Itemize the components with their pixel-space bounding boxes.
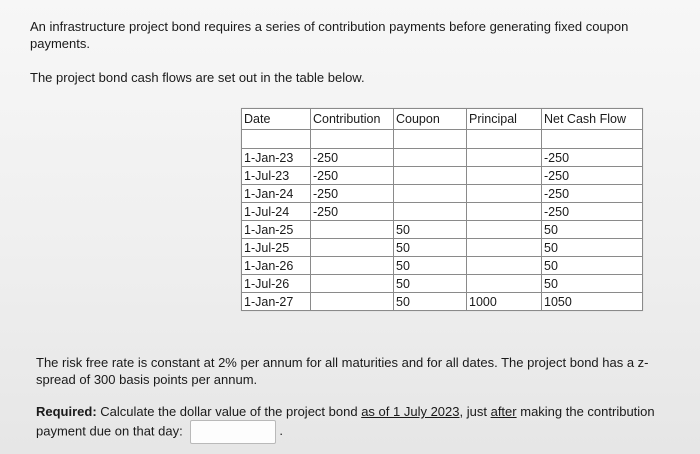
- cell-coupon: 50: [394, 293, 467, 311]
- cell-date: 1-Jul-25: [242, 239, 311, 257]
- table-row: [242, 221, 643, 239]
- table-row: [242, 167, 643, 185]
- required-date-underlined: as of 1 July 2023: [361, 404, 460, 419]
- table-row: [242, 275, 643, 293]
- header-principal: Principal: [467, 109, 542, 130]
- answer-period: .: [279, 423, 283, 439]
- cell-contribution: [311, 257, 394, 275]
- cell-coupon: 50: [394, 239, 467, 257]
- cell-net-cash-flow: -250: [542, 185, 643, 203]
- cell-principal: [467, 239, 542, 257]
- spacer-cell: [311, 130, 394, 149]
- cell-contribution: -250: [311, 185, 394, 203]
- cell-principal: [467, 203, 542, 221]
- required-text-2: , just: [459, 404, 487, 419]
- cell-principal: [467, 185, 542, 203]
- cell-date: 1-Jan-25: [242, 221, 311, 239]
- cell-coupon: [394, 149, 467, 167]
- cell-net-cash-flow: -250: [542, 167, 643, 185]
- header-date: Date: [242, 109, 311, 130]
- table-spacer-row: [242, 130, 643, 149]
- cell-contribution: [311, 239, 394, 257]
- cell-date: 1-Jan-26: [242, 257, 311, 275]
- cell-contribution: [311, 275, 394, 293]
- table-header-row: [242, 109, 643, 130]
- header-contribution: Contribution: [311, 109, 394, 130]
- cell-date: 1-Jan-23: [242, 149, 311, 167]
- cell-net-cash-flow: 50: [542, 275, 643, 293]
- cell-date: 1-Jan-27: [242, 293, 311, 311]
- table-row: [242, 257, 643, 275]
- cell-principal: 1000: [467, 293, 542, 311]
- cell-net-cash-flow: 1050: [542, 293, 643, 311]
- cell-net-cash-flow: 50: [542, 257, 643, 275]
- required-question: [36, 403, 676, 444]
- cell-date: 1-Jan-24: [242, 185, 311, 203]
- cell-contribution: [311, 221, 394, 239]
- required-label: Required:: [36, 404, 97, 419]
- header-net-cash-flow: Net Cash Flow: [542, 109, 643, 130]
- cell-contribution: -250: [311, 167, 394, 185]
- required-text-3: making the contribution payment due on that day:: [36, 404, 655, 439]
- cell-date: 1-Jul-24: [242, 203, 311, 221]
- required-after-underlined: after: [490, 404, 517, 419]
- cell-coupon: 50: [394, 275, 467, 293]
- table-row: [242, 149, 643, 167]
- cell-contribution: [311, 293, 394, 311]
- spacer-cell: [467, 130, 542, 149]
- table-row: [242, 293, 643, 311]
- intro-text: An infrastructure project bond requires a series of contribution payments before generating fixed coupon payments.: [30, 19, 629, 51]
- cell-contribution: -250: [311, 149, 394, 167]
- spacer-cell: [394, 130, 467, 149]
- table-row: [242, 203, 643, 221]
- cell-coupon: [394, 185, 467, 203]
- cell-net-cash-flow: 50: [542, 239, 643, 257]
- cell-coupon: 50: [394, 221, 467, 239]
- header-coupon: Coupon: [394, 109, 467, 130]
- cell-contribution: -250: [311, 203, 394, 221]
- cell-principal: [467, 167, 542, 185]
- cell-date: 1-Jul-23: [242, 167, 311, 185]
- table-intro-text: The project bond cash flows are set out in the table below.: [30, 70, 365, 85]
- table-row: [242, 239, 643, 257]
- cell-net-cash-flow: -250: [542, 149, 643, 167]
- cell-principal: [467, 257, 542, 275]
- cell-principal: [467, 221, 542, 239]
- cell-principal: [467, 149, 542, 167]
- cell-coupon: [394, 167, 467, 185]
- cell-coupon: 50: [394, 257, 467, 275]
- spacer-cell: [542, 130, 643, 149]
- cell-principal: [467, 275, 542, 293]
- risk-free-rate-text: The risk free rate is constant at 2% per annum for all maturities and for all dates. The project bond has a z-spread of 300 basis points per annum.: [36, 355, 649, 387]
- cash-flow-table: [241, 108, 643, 311]
- cell-net-cash-flow: 50: [542, 221, 643, 239]
- cell-date: 1-Jul-26: [242, 275, 311, 293]
- required-text-1: Calculate the dollar value of the project bond: [100, 404, 358, 419]
- answer-input[interactable]: [190, 420, 276, 444]
- spacer-cell: [242, 130, 311, 149]
- cell-coupon: [394, 203, 467, 221]
- table-row: [242, 185, 643, 203]
- cell-net-cash-flow: -250: [542, 203, 643, 221]
